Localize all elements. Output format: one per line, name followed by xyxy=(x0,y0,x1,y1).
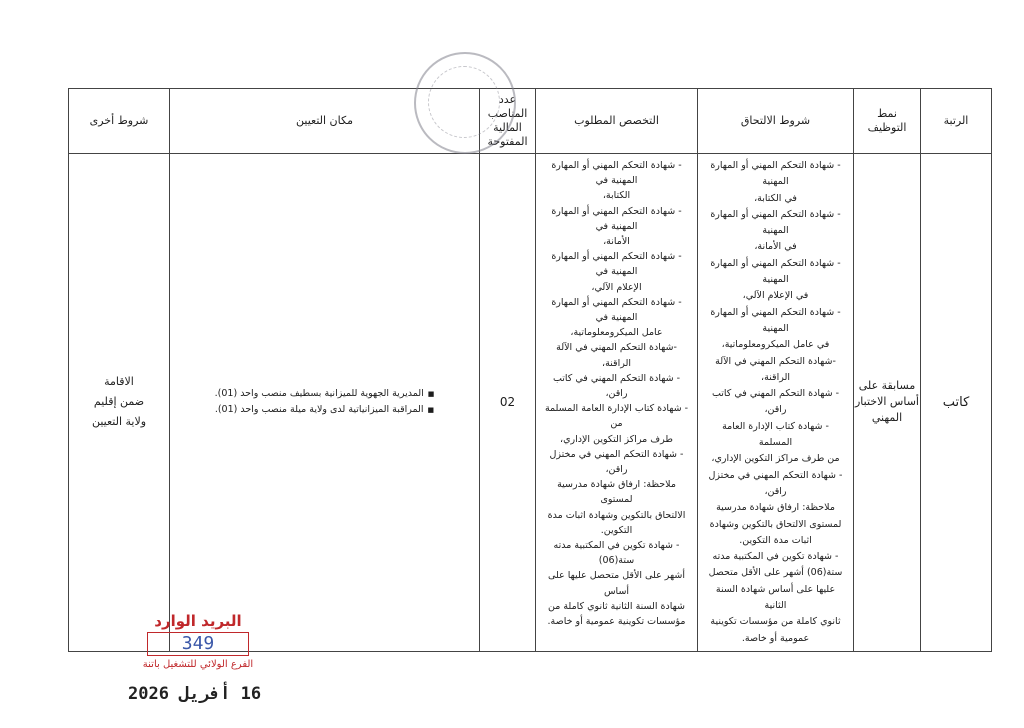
admission-condition-line: - شهادة التحكم المهني أو المهارة المهنية xyxy=(710,257,841,286)
square-bullet-icon: ■ xyxy=(427,390,435,399)
specialty-line: شهادة السنة الثانية ثانوي كاملة من xyxy=(548,600,685,612)
specialty-line: - شهادة التحكم المهني في مختزل راقن، xyxy=(549,448,684,476)
other-conditions-line: الاقامة xyxy=(104,375,134,389)
assignment-place-text: المديرية الجهوية للميزانية بسطيف منصب واحد (01). xyxy=(214,388,424,400)
other-conditions-line: ضمن إقليم xyxy=(93,395,145,409)
header-rank: الرتبة xyxy=(921,89,992,154)
admission-condition-line: - شهادة التحكم المهني أو المهارة المهنية xyxy=(710,160,841,188)
admission-condition-line: ملاحظة: ارفاق شهادة مدرسية xyxy=(716,502,835,514)
rank-value: كاتب xyxy=(942,394,970,410)
received-date: 16 أفريل 2026 xyxy=(128,684,262,704)
specialty-line: - شهادة التحكم المهني أو المهارة المهنية في xyxy=(551,205,682,232)
incoming-mail-stamp xyxy=(118,612,278,682)
recruitment-table xyxy=(68,88,992,652)
admission-condition-line: - شهادة كتاب الإدارة العامة المسلمة xyxy=(722,420,829,449)
admission-condition-line: ستة(06) أشهر على الأقل متحصل xyxy=(708,567,843,579)
specialty-line: - شهادة التحكم المهني أو المهارة المهنية في xyxy=(551,296,682,324)
cell-open-posts xyxy=(480,154,536,652)
recruitment-mode-value: مسابقة على أساس الاختبار المهني xyxy=(855,379,919,425)
specialty-line: مؤسسات تكوينية عمومية أو خاصة. xyxy=(547,616,686,628)
cell-required-specialty xyxy=(536,154,698,652)
admission-conditions-list xyxy=(704,158,847,647)
table-header-row xyxy=(69,89,992,154)
admission-condition-line: عليها على أساس شهادة السنة الثانية xyxy=(715,583,836,612)
specialty-line: - شهادة التحكم المهني في كاتب راقن، xyxy=(552,372,681,400)
specialty-line: التكوين. xyxy=(600,524,633,536)
admission-condition-line: - شهادة تكوين في المكتبية مدته xyxy=(712,551,839,563)
assignment-place-text: المراقبة الميزانياتية لدى ولاية ميلة منصب واحد (01). xyxy=(214,404,424,416)
admission-condition-line: في الأمانة، xyxy=(754,241,797,253)
cell-rank xyxy=(921,154,992,652)
admission-condition-line: - شهادة التحكم المهني أو المهارة المهنية xyxy=(710,208,841,237)
specialty-line: عامل الميكرومعلوماتية، xyxy=(570,327,663,339)
admission-condition-line: في عامل الميكرومعلوماتية، xyxy=(721,339,830,351)
header-recruitment-mode: نمط التوظيف xyxy=(854,89,921,154)
specialty-line: - شهادة التحكم المهني أو المهارة المهنية في xyxy=(551,160,682,187)
specialty-line: -شهادة التحكم المهني في الآلة الراقنة، xyxy=(556,342,677,369)
required-specialty-list xyxy=(542,158,691,629)
admission-condition-line: اثبات مدة التكوين. xyxy=(739,534,812,546)
specialty-line: - شهادة التحكم المهني أو المهارة المهنية في xyxy=(551,251,682,278)
cell-admission-conditions xyxy=(698,154,854,652)
admission-condition-line: لمستوى الالتحاق بالتكوين وشهادة xyxy=(709,518,842,530)
specialty-line: أشهر على الأقل متحصل عليها على أساس xyxy=(547,570,686,597)
cell-assignment-place xyxy=(170,154,480,652)
assignment-place-item xyxy=(180,402,469,418)
registration-number: 349 xyxy=(147,632,249,656)
cell-other-conditions xyxy=(69,154,170,652)
admission-condition-line: - شهادة التحكم المهني في كاتب راقن، xyxy=(711,388,840,416)
cell-recruitment-mode xyxy=(854,154,921,652)
admission-condition-line: عمومية أو خاصة. xyxy=(741,632,810,644)
admission-condition-line: من طرف مراكز التكوين الإداري، xyxy=(711,453,840,465)
header-assignment-place: مكان التعيين xyxy=(170,89,480,154)
official-round-stamp xyxy=(414,52,516,154)
admission-condition-line: -شهادة التحكم المهني في الآلة الراقنة، xyxy=(715,355,836,383)
header-required-specialty: التخصص المطلوب xyxy=(536,89,698,154)
admission-condition-line: في الإعلام الآلي، xyxy=(742,290,809,302)
specialty-line: طرف مراكز التكوين الإداري، xyxy=(560,433,673,445)
admission-condition-line: - شهادة التحكم المهني في مختزل راقن، xyxy=(708,469,843,497)
specialty-line: الأمانة، xyxy=(603,236,630,248)
admission-condition-line: - شهادة التحكم المهني أو المهارة المهنية xyxy=(710,306,841,334)
specialty-line: - شهادة تكوين في المكتبية مدته ستة(06) xyxy=(553,540,680,567)
header-open-posts: عدد المناصب المالية المفتوحة xyxy=(480,89,536,154)
specialty-line: الإعلام الآلي، xyxy=(591,281,642,293)
specialty-line: - شهادة كتاب الإدارة العامة المسلمة من xyxy=(544,403,689,430)
admission-condition-line: ثانوي كاملة من مؤسسات تكوينية xyxy=(710,616,841,628)
receiving-office: الفرع الولائي للتشغيل باتنة xyxy=(142,659,254,670)
open-posts-value: 02 xyxy=(499,395,516,410)
incoming-mail-title: البريد الوارد xyxy=(154,612,242,630)
square-bullet-icon: ■ xyxy=(427,406,435,415)
admission-condition-line: في الكتابة، xyxy=(754,192,797,204)
specialty-line: ملاحظة: ارفاق شهادة مدرسية لمستوى xyxy=(557,479,676,506)
header-admission-conditions: شروط الالتحاق xyxy=(698,89,854,154)
other-conditions-line: ولاية التعيين xyxy=(91,415,147,429)
assignment-place-item xyxy=(180,386,469,402)
header-other-conditions: شروط أخرى xyxy=(69,89,170,154)
specialty-line: الالتحاق بالتكوين وشهادة اثبات مدة xyxy=(547,509,686,521)
specialty-line: الكتابة، xyxy=(602,190,631,202)
table-row xyxy=(69,154,992,652)
